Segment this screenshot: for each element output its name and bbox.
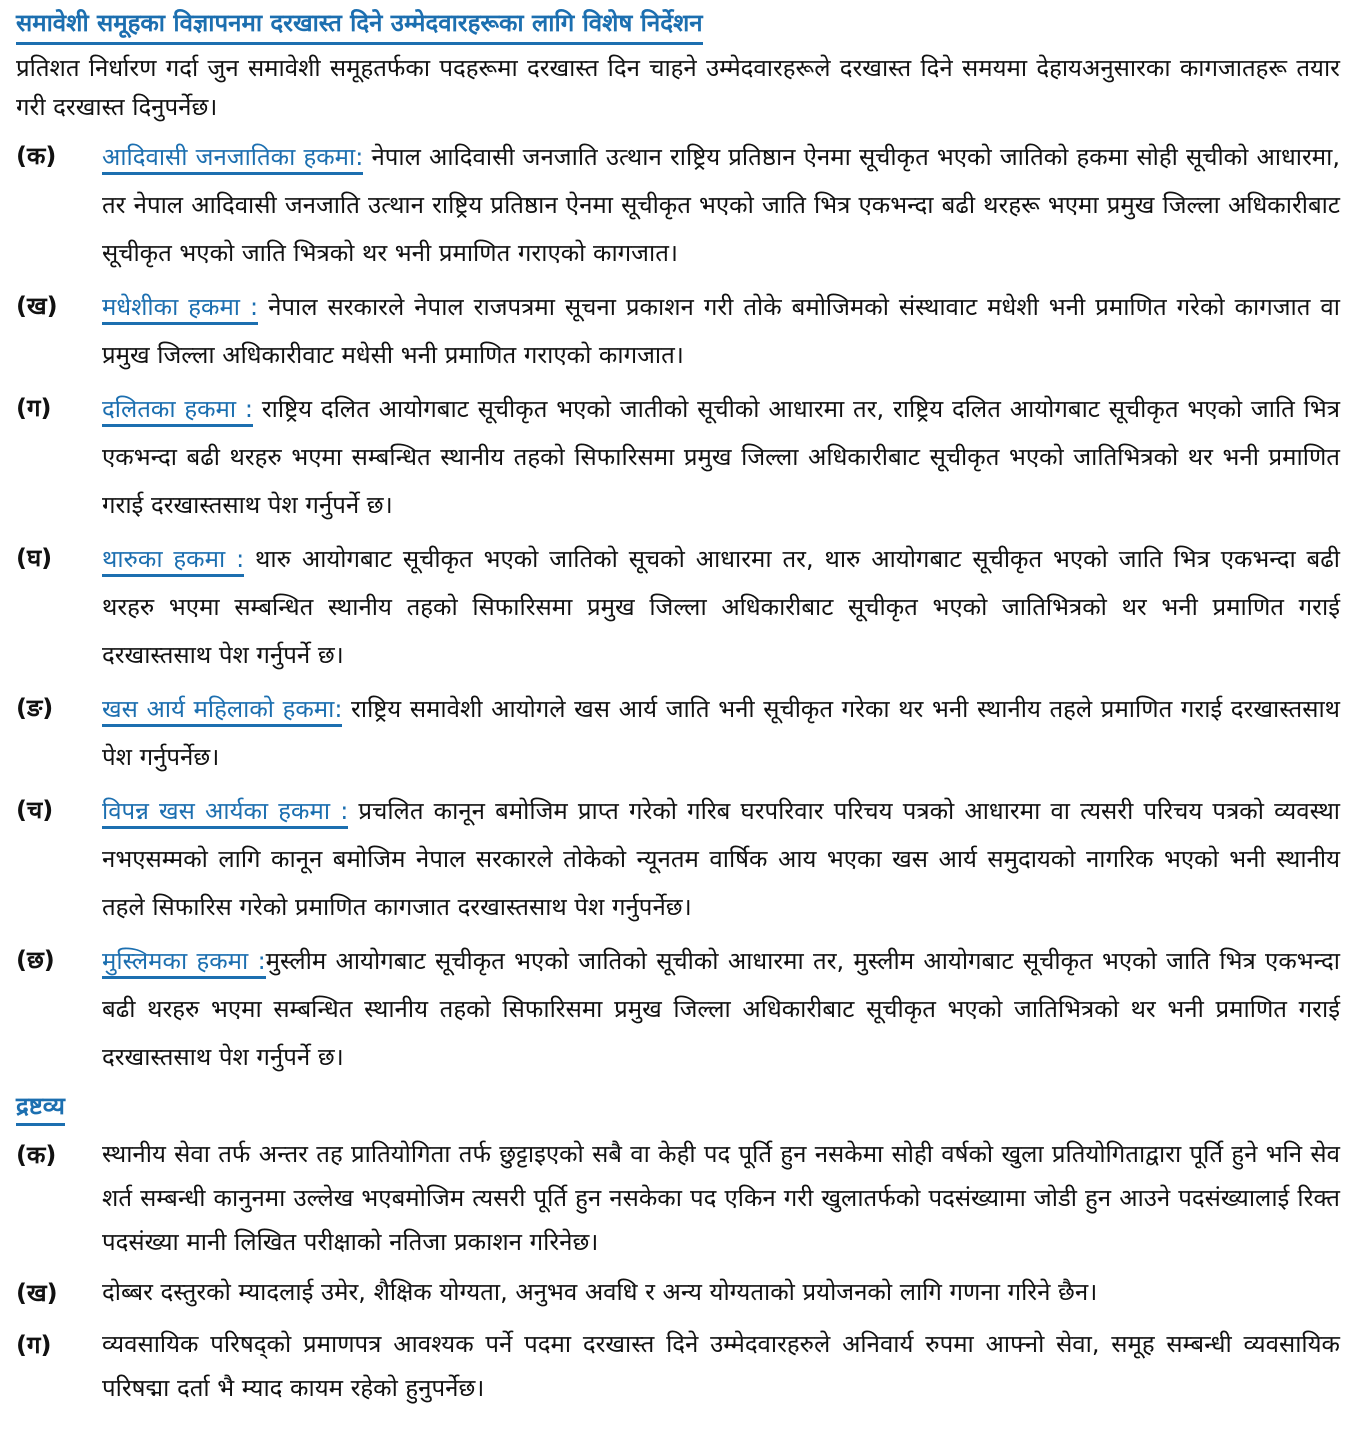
notes-title: द्रष्टव्य [16,1089,65,1126]
item-heading: दलितका हकमा : [102,395,253,427]
item-label: (ङ) [16,694,54,722]
item-label: (छ) [16,946,55,974]
item-heading: आदिवासी जनजातिका हकमा: [102,143,363,175]
notes-list [16,1132,1340,1410]
note-item-kha [16,1270,1340,1316]
note-text: दोब्बर दस्तुरको म्यादलाई उमेर, शैक्षिक योग्यता, अनुभव अवधि र अन्य योग्यताको प्रयोजनको लागि गणना गरिने छैन। [102,1278,1098,1306]
requirement-item-kha [16,283,1340,379]
requirement-item-ka [16,133,1340,277]
note-label: (ग) [16,1331,52,1359]
item-text: प्रचलित कानून बमोजिम प्राप्त गरेको गरिब घरपरिवार परिचय पत्रको आधारमा वा त्यसरी परिचय पत्रको व्यवस्था नभएसम्मको लागि कानून बमोजिम नेपाल सरकारले तोकेको न्यूनतम वार्षिक आय भएका खस आर्य समुदायको नागरिक भएको भनी स्थानीय तहले सिफारिस गरेको प्रमाणित कागजात दरखास्तसाथ पेश गर्नुपर्नेछ। [102,797,1340,921]
item-text: राष्ट्रिय दलित आयोगबाट सूचीकृत भएको जातीको सूचीको आधारमा तर, राष्ट्रिय दलित आयोगबाट सूचीकृत भएको जाति भित्र एकभन्दा बढी थरहरु भएमा सम्बन्धित स्थानीय तहको सिफारिसमा प्रमुख जिल्ला अधिकारीबाट सूचीकृत भएको जातिभित्रको थर भनी प्रमाणित गराई दरखास्तसाथ पेश गर्नुपर्ने छ। [102,395,1340,519]
item-heading: थारुका हकमा : [102,545,244,577]
note-label: (ख) [16,1279,58,1307]
document-page [16,0,1340,1410]
item-text: मुस्लीम आयोगबाट सूचीकृत भएको जातिको सूचीको आधारमा तर, मुस्लीम आयोगबाट सूचीकृत भएको जाति भित्र एकभन्दा बढी थरहरु भएमा सम्बन्धित स्थानीय तहको सिफारिसमा प्रमुख जिल्ला अधिकारीबाट सूचीकृत भएको जातिभित्रको थर भनी प्रमाणित गराई दरखास्तसाथ पेश गर्नुपर्ने छ। [102,947,1341,1071]
item-heading: विपन्न खस आर्यका हकमा : [102,797,348,829]
item-body [102,385,1340,529]
item-heading: खस आर्य महिलाको हकमा: [102,695,342,727]
requirement-item-ga [16,385,1340,529]
item-heading: मुस्लिमका हकमा : [102,947,266,979]
note-label: (क) [16,1141,57,1169]
item-text: राष्ट्रिय समावेशी आयोगले खस आर्य जाति भनी सूचीकृत गरेका थर भनी स्थानीय तहले प्रमाणित गराई दरखास्तसाथ पेश गर्नुपर्नेछ। [102,695,1341,771]
document-title: समावेशी समूहका विज्ञापनमा दरखास्त दिने उम्मेदवारहरूका लागि विशेष निर्देशन [16,6,703,45]
requirement-item-cha [16,787,1340,931]
item-body [102,937,1340,1081]
requirement-item-gha [16,535,1340,679]
item-body [102,685,1340,781]
item-heading: मधेशीका हकमा : [102,293,258,325]
intro-paragraph: प्रतिशत निर्धारण गर्दा जुन समावेशी समूहतर्फका पदहरूमा दरखास्त दिन चाहने उम्मेदवारहरूले दरखास्त दिने समयमा देहायअनुसारका कागजातहरू तयार गरी दरखास्त दिनुपर्नेछ। [16,54,1340,121]
item-text: थारु आयोगबाट सूचीकृत भएको जातिको सूचको आधारमा तर, थारु आयोगबाट सूचीकृत भएको जाति भित्र एकभन्दा बढी थरहरु भएमा सम्बन्धित स्थानीय तहको सिफारिसमा प्रमुख जिल्ला अधिकारीबाट सूचीकृत भएको जातिभित्रको थर भनी प्रमाणित गराई दरखास्तसाथ पेश गर्नुपर्ने छ। [102,545,1340,669]
item-body [102,787,1340,931]
requirement-item-nga [16,685,1340,781]
note-text: स्थानीय सेवा तर्फ अन्तर तह प्रातियोगिता तर्फ छुट्टाइएको सबै वा केही पद पूर्ति हुन नसकेमा सोही वर्षको खुला प्रतियोगिताद्वारा पूर्ति हुने भनि सेव शर्त सम्बन्धी कानुनमा उल्लेख भएबमोजिम त्यसरी पूर्ति हुन नसकेका पद एकिन गरी खुलातर्फको पदसंख्यामा जोडी हुन आउने पदसंख्यालाई रिक्त पदसंख्या मानी लिखित परीक्षाको नतिजा प्रकाशन गरिनेछ। [102,1140,1340,1256]
item-body [102,535,1340,679]
item-body [102,133,1340,277]
item-label: (ग) [16,394,52,422]
item-label: (ख) [16,292,58,320]
item-label: (च) [16,796,54,824]
note-item-ka [16,1132,1340,1264]
item-text: नेपाल सरकारले नेपाल राजपत्रमा सूचना प्रकाशन गरी तोके बमोजिमको संस्थावाट मधेशी भनी प्रमाणित गरेको कागजात वा प्रमुख जिल्ला अधिकारीवाट मधेसी भनी प्रमाणित गराएको कागजात। [102,293,1340,369]
item-label: (क) [16,142,57,170]
item-body [102,283,1340,379]
item-label: (घ) [16,544,53,572]
note-text: व्यवसायिक परिषद्को प्रमाणपत्र आवश्यक पर्ने पदमा दरखास्त दिने उम्मेदवारहरुले अनिवार्य रुपमा आफ्नो सेवा, समूह सम्बन्धी व्यवसायिक परिषद्मा दर्ता भै म्याद कायम रहेको हुनुपर्नेछ। [102,1330,1340,1402]
requirement-item-chha [16,937,1340,1081]
note-item-ga [16,1322,1340,1410]
requirement-list [16,133,1340,1081]
item-text: नेपाल आदिवासी जनजाति उत्थान राष्ट्रिय प्रतिष्ठान ऐनमा सूचीकृत भएको जातिको हकमा सोही सूचीको आधारमा, तर नेपाल आदिवासी जनजाति उत्थान राष्ट्रिय प्रतिष्ठान ऐनमा सूचीकृत भएको जाति भित्र एकभन्दा बढी थरहरू भएमा प्रमुख जिल्ला अधिकारीबाट सूचीकृत भएको जाति भित्रको थर भनी प्रमाणित गराएको कागजात। [102,143,1340,267]
